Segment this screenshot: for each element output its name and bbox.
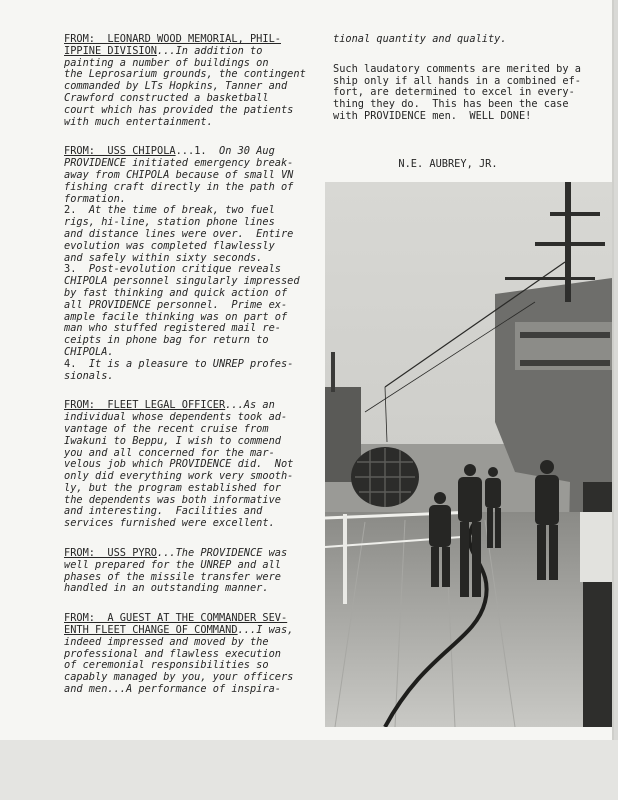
closing-line: fort, are determined to excel in every- (333, 86, 575, 99)
letter-excerpt (64, 613, 310, 696)
body-text: and interesting. Facilities and (64, 505, 263, 518)
letter-excerpt (64, 146, 310, 382)
body-text: sionals. (64, 369, 114, 382)
closing-line: thing they do. This has been the case (333, 98, 569, 111)
text-line (64, 684, 310, 696)
body-text: commanded by LTs Hopkins, Tanner and (64, 80, 288, 93)
source-heading: FROM: USS CHIPOLA (64, 145, 176, 158)
body-text: phases of the missile transfer were (64, 570, 281, 583)
closing-line: with PROVIDENCE men. WELL DONE! (333, 109, 532, 122)
text-line (64, 583, 310, 595)
body-text: Iwakuni to Beppu, I wish to commend (64, 434, 281, 447)
letter-excerpt (64, 548, 310, 595)
body-text: capably managed by you, your officers (64, 671, 294, 684)
right-column (333, 34, 613, 171)
body-text: 3. (64, 263, 89, 276)
signature: N.E. AUBREY, JR. (398, 157, 498, 170)
body-text: only did everything work very smooth- (64, 470, 294, 483)
body-text: painting a number of buildings on (64, 56, 269, 69)
text-line (64, 371, 310, 383)
closing-line: Such laudatory comments are merited by a (333, 62, 581, 75)
body-text: and distance lines were over. Entire (64, 227, 294, 240)
body-text: of ceremonial responsibilities so (64, 659, 269, 672)
closing-line: ship only if all hands in a combined ef- (333, 74, 581, 87)
body-text: ceipts in phone bag for return to (64, 334, 269, 347)
body-text: ...The PROVIDENCE was (157, 547, 288, 560)
body-text: handled in an outstanding manner. (64, 582, 269, 595)
body-text: individual whose dependents took ad- (64, 411, 288, 424)
source-heading: FROM: LEONARD WOOD MEMORIAL, PHIL- (64, 33, 281, 45)
source-heading: IPPINE DIVISION (64, 44, 157, 57)
letter-excerpt (64, 400, 310, 530)
body-text: At the time of break, two fuel (88, 204, 275, 217)
ship-replenishment-photo (325, 182, 612, 727)
body-text: vantage of the recent cruise from (64, 422, 269, 435)
body-text: you and all concerned for the mar- (64, 446, 275, 459)
body-text: away from CHIPOLA because of small VN (64, 168, 294, 181)
source-heading: ENTH FLEET CHANGE OF COMMAND (64, 624, 238, 637)
body-text: by fast thinking and quick action of (64, 286, 288, 299)
body-text: It is a pleasure to UNREP profes- (88, 357, 294, 370)
source-heading: FROM: A GUEST AT THE COMMANDER SEV- (64, 612, 288, 625)
body-text: ...I was, (237, 624, 294, 637)
body-text: ...As an (225, 399, 275, 412)
source-heading: FROM: FLEET LEGAL OFFICER (64, 399, 226, 412)
body-text: with much entertainment. (64, 115, 213, 128)
body-text: On 30 Aug (219, 145, 275, 158)
scan-margin (0, 740, 618, 800)
body-text: fishing craft directly in the path of (64, 180, 294, 193)
body-text: CHIPOLA personnel singularly impressed (64, 275, 300, 288)
body-text: Crawford constructed a basketball (64, 91, 269, 104)
body-text: the Leprosarium grounds, the contingent (64, 68, 306, 81)
body-text: ...1. (175, 145, 219, 158)
body-text: rigs, hi-line, station phone lines (64, 216, 275, 229)
body-text: evolution was completed flawlessly (64, 239, 275, 252)
body-text: services furnished were excellent. (64, 517, 275, 530)
letter-excerpt (64, 34, 310, 128)
body-text: velous job which PROVIDENCE did. Not (64, 458, 294, 471)
body-text: and men...A performance of inspira- (64, 683, 281, 696)
body-text: court which has provided the patients (64, 103, 294, 116)
continuation-line: tional quantity and quality. (333, 33, 507, 45)
continuation-paragraph (333, 34, 613, 46)
body-text: ample facile thinking was on part of (64, 310, 288, 323)
body-text: and safely within sixty seconds. (64, 251, 263, 264)
body-text: professional and flawless execution (64, 647, 281, 660)
body-text: all PROVIDENCE personnel. Prime ex- (64, 298, 288, 311)
text-line (64, 117, 310, 129)
body-text: Post-evolution critique reveals (88, 263, 281, 276)
closing-paragraph (333, 64, 613, 123)
body-text: indeed impressed and moved by the (64, 635, 269, 648)
body-text: ...In addition to (157, 44, 263, 57)
body-text: ly, but the program established for (64, 481, 281, 494)
body-text: 4. (64, 357, 89, 370)
left-column (64, 34, 310, 714)
body-text: PROVIDENCE initiated emergency break- (64, 157, 294, 170)
source-heading: FROM: USS PYRO (64, 547, 157, 560)
body-text: 2. (64, 204, 89, 217)
body-text: formation. (64, 192, 126, 205)
body-text: well prepared for the UNREP and all (64, 558, 281, 571)
body-text: the dependents was both informative (64, 493, 281, 506)
body-text: man who stuffed registered mail re- (64, 322, 281, 335)
body-text: CHIPOLA. (64, 345, 114, 358)
text-line (64, 518, 310, 530)
